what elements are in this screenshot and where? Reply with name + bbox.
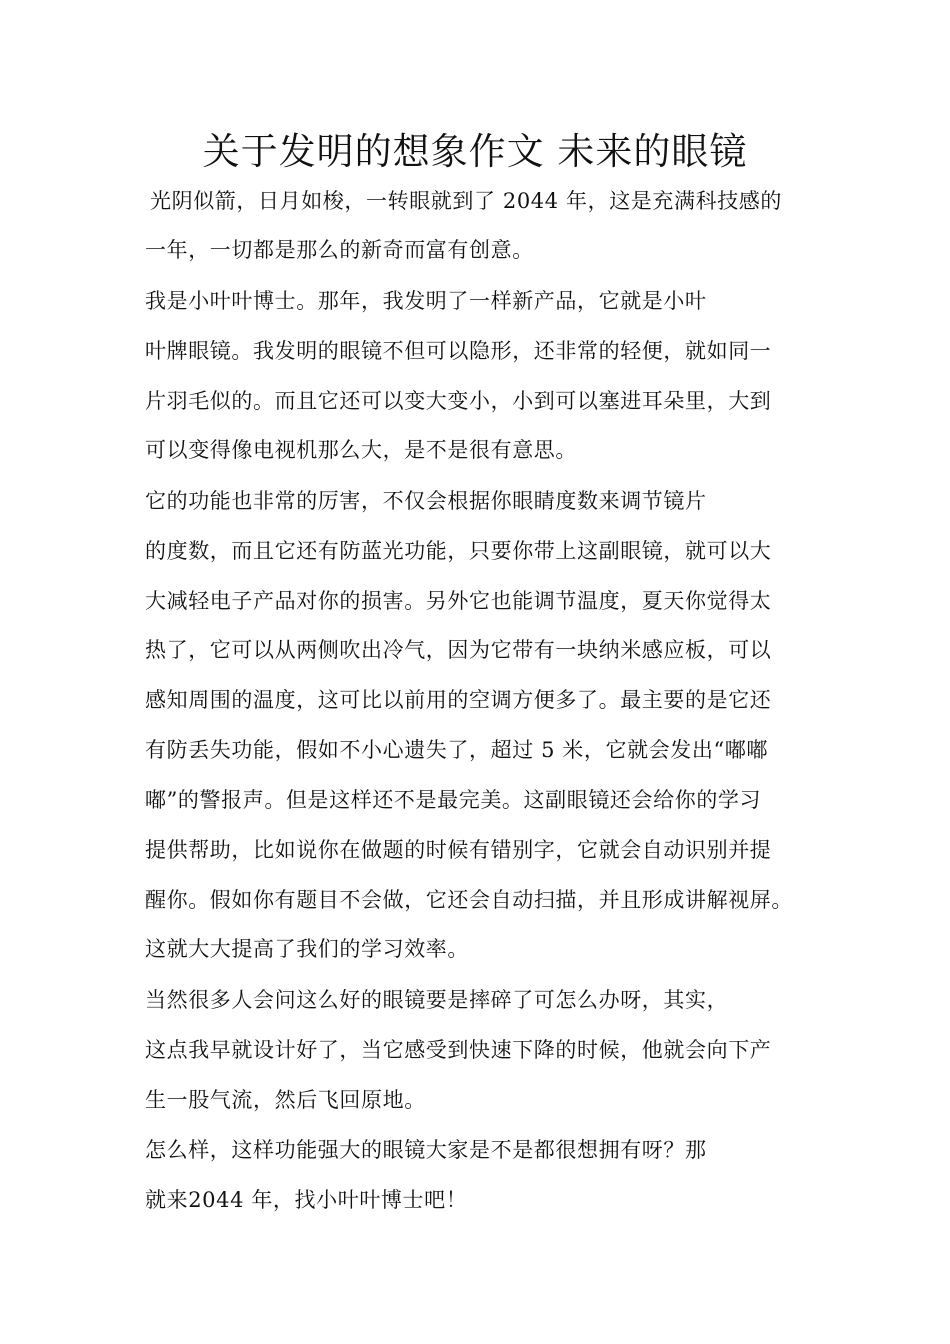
text-line-14: 提供帮助，比如说你在做题的时候有错别字，它就会自动识别并提: [145, 838, 772, 862]
text-line-9: 大减轻电子产品对你的损害。另外它也能调节温度，夏天你觉得太: [145, 589, 772, 613]
text-line-1: 光阴似箭，日月如梭，一转眼就到了 2044 年，这是充满科技感的: [150, 189, 782, 213]
text-line-10: 热了，它可以从两侧吹出冷气，因为它带有一块纳米感应板，可以: [145, 638, 772, 662]
document-title: 关于发明的想象作文 未来的眼镜: [202, 130, 748, 173]
text-line-13: 嘟”的警报声。但是这样还不是最完美。这副眼镜还会给你的学习: [145, 788, 762, 812]
text-line-2: 一年，一切都是那么的新奇而富有创意。: [145, 238, 534, 262]
text-line-15: 醒你。假如你有题目不会做，它还会自动扫描，并且形成讲解视屏。: [145, 888, 793, 912]
text-line-7: 它的功能也非常的厉害，不仅会根据你眼睛度数来调节镜片: [145, 489, 707, 513]
text-line-8: 的度数，而且它还有防蓝光功能，只要你带上这副眼镜，就可以大: [145, 539, 772, 563]
text-line-4: 叶牌眼镜。我发明的眼镜不但可以隐形，还非常的轻便，就如同一: [145, 339, 772, 363]
text-line-17: 当然很多人会问这么好的眼镜要是摔碎了可怎么办呀，其实，: [145, 988, 729, 1012]
text-line-16: 这就大大提高了我们的学习效率。: [145, 937, 469, 961]
text-line-6: 可以变得像电视机那么大，是不是很有意思。: [145, 438, 577, 462]
text-line-12: 有防丢失功能，假如不小心遗失了，超过 5 米，它就会发出“嘟嘟: [145, 738, 769, 762]
text-line-11: 感知周围的温度，这可比以前用的空调方便多了。最主要的是它还: [145, 688, 772, 712]
text-line-20: 怎么样，这样功能强大的眼镜大家是不是都很想拥有呀？那: [145, 1138, 707, 1162]
text-line-21: 就来2044 年，找小叶叶博士吧！: [145, 1188, 468, 1212]
text-line-19: 生一股气流，然后飞回原地。: [145, 1088, 426, 1112]
text-line-3: 我是小叶叶博士。那年，我发明了一样新产品，它就是小叶: [145, 289, 707, 313]
text-line-18: 这点我早就设计好了，当它感受到快速下降的时候，他就会向下产: [145, 1038, 772, 1062]
text-line-5: 片羽毛似的。而且它还可以变大变小，小到可以塞进耳朵里，大到: [145, 389, 772, 413]
